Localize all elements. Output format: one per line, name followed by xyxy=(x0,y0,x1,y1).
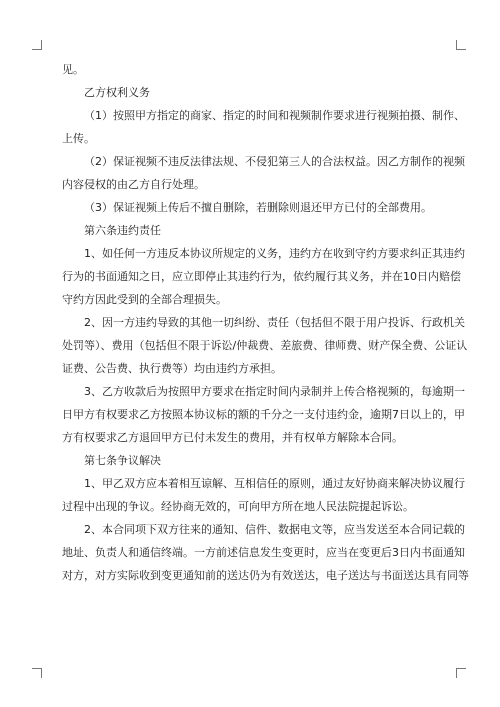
text-line: 地址、负责人和通信终端。一方前述信息发生变更时，应当在变更后3日内书面通知 xyxy=(62,546,465,559)
text-line: 内容侵权的由乙方自行处理。 xyxy=(62,178,205,191)
text-line: 守约方因此受到的全部合理损失。 xyxy=(62,293,227,306)
text-line: 2、因一方违约导致的其他一切纠纷、责任（包括但不限于用户投诉、行政机关 xyxy=(84,316,465,329)
text-line: 见。 xyxy=(62,63,84,76)
crop-mark-bottom-left xyxy=(32,668,42,678)
text-line: 过程中出现的争议。经协商无效的，可向甲方所在地人民法院提起诉讼。 xyxy=(62,500,414,513)
text-line: 2、本合同项下双方往来的通知、信件、数据电文等，应当发送至本合同记载的 xyxy=(84,523,465,536)
text-line: （1）按照甲方指定的商家、指定的时间和视频制作要求进行视频拍摄、制作、 xyxy=(84,109,465,122)
text-line: 方有权要求乙方退回甲方已付未发生的费用，并有权单方解除本合同。 xyxy=(62,431,403,444)
document-body xyxy=(62,62,469,591)
section-heading: 乙方权利义务 xyxy=(84,86,150,99)
text-line: 行为的书面通知之日，应立即停止其违约行为，依约履行其义务，并在10日内赔偿 xyxy=(62,270,461,283)
text-line: 日甲方有权要求乙方按照本协议标的额的千分之一支付违约金，逾期7日以上的，甲 xyxy=(62,408,465,421)
crop-mark-bottom-right xyxy=(456,668,466,678)
crop-mark-top-right xyxy=(456,40,466,50)
text-line: 3、乙方收款后为按照甲方要求在指定时间内录制并上传合格视频的，每逾期一 xyxy=(84,385,465,398)
text-line: 1、甲乙双方应本着相互谅解、互相信任的原则，通过友好协商来解决协议履行 xyxy=(84,477,465,490)
section-heading: 第七条争议解决 xyxy=(84,454,161,467)
section-heading: 第六条违约责任 xyxy=(84,224,161,237)
text-line: 处罚等）、费用（包括但不限于诉讼/仲裁费、差旅费、律师费、财产保全费、公证认 xyxy=(62,339,468,352)
crop-mark-top-left xyxy=(32,40,42,50)
text-line: （3）保证视频上传后不擅自删除，若删除则退还甲方已付的全部费用。 xyxy=(84,201,432,214)
text-line: 对方，对方实际收到变更通知前的送达仍为有效送达，电子送达与书面送达具有同等 xyxy=(62,569,469,582)
text-line: 1、如任何一方违反本协议所规定的义务，违约方在收到守约方要求纠正其违约 xyxy=(84,247,465,260)
text-line: （2）保证视频不违反法律法规、不侵犯第三人的合法权益。因乙方制作的视频 xyxy=(84,155,465,168)
text-line: 证费、公告费、执行费等）均由违约方承担。 xyxy=(62,362,282,375)
text-line: 上传。 xyxy=(62,132,95,145)
